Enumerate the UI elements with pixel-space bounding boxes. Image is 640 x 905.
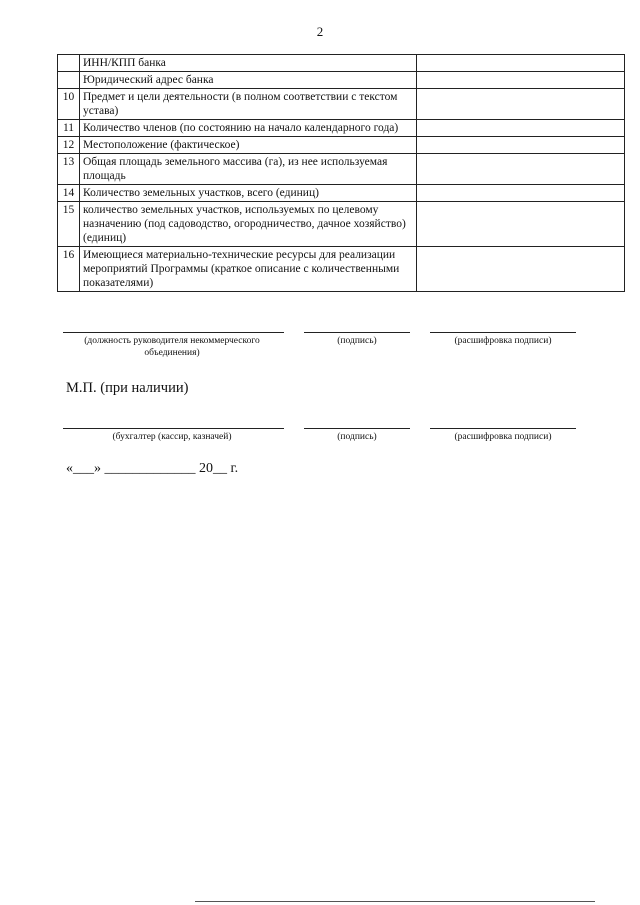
position-caption: (должность руководителя некоммерческого объединения): [84, 336, 260, 358]
row-number: 13: [58, 154, 80, 185]
decode-line[interactable]: [430, 332, 576, 333]
row-number: 10: [58, 89, 80, 120]
row-number: 12: [58, 137, 80, 154]
decode-caption: (расшифровка подписи): [454, 432, 552, 442]
table-row: [58, 202, 625, 247]
row-label: Количество земельных участков, всего (единиц): [80, 185, 417, 202]
row-number: 15: [58, 202, 80, 247]
organization-info-table: [57, 54, 625, 292]
table-row: [58, 247, 625, 292]
table-row: [58, 154, 625, 185]
position-line[interactable]: [63, 428, 284, 429]
row-number: 14: [58, 185, 80, 202]
row-label: Юридический адрес банка: [80, 72, 417, 89]
row-label: Общая площадь земельного массива (га), из нее используемая площадь: [80, 154, 417, 185]
row-value-cell[interactable]: [417, 55, 625, 72]
table-row: [58, 120, 625, 137]
page-bottom-rule: [195, 901, 595, 902]
position-line[interactable]: [63, 332, 284, 333]
page-number: 2: [316, 24, 324, 39]
row-value-cell[interactable]: [417, 120, 625, 137]
table-row: [58, 185, 625, 202]
signature-caption: (подпись): [337, 432, 377, 442]
row-label: количество земельных участков, используемых по целевому назначению (под садоводство, огородничество, дачное хозяйство) (единиц): [80, 202, 417, 247]
signature-line[interactable]: [304, 428, 410, 429]
signature-caption: (подпись): [337, 336, 377, 346]
table-row: [58, 137, 625, 154]
signature-line[interactable]: [304, 332, 410, 333]
row-value-cell[interactable]: [417, 137, 625, 154]
row-value-cell[interactable]: [417, 247, 625, 292]
decode-line[interactable]: [430, 428, 576, 429]
row-value-cell[interactable]: [417, 154, 625, 185]
row-label: Предмет и цели деятельности (в полном соответствии с текстом устава): [80, 89, 417, 120]
head-signature-block: [0, 332, 640, 372]
row-number: [58, 72, 80, 89]
table-row: [58, 55, 625, 72]
position-caption: (бухгалтер (кассир, казначей): [112, 432, 232, 442]
row-label: ИНН/КПП банка: [80, 55, 417, 72]
row-value-cell[interactable]: [417, 185, 625, 202]
row-label: Имеющиеся материально-технические ресурсы для реализации мероприятий Программы (краткое описание с количественными показателями): [80, 247, 417, 292]
decode-caption: (расшифровка подписи): [454, 336, 552, 346]
row-value-cell[interactable]: [417, 72, 625, 89]
row-number: [58, 55, 80, 72]
row-value-cell[interactable]: [417, 89, 625, 120]
row-value-cell[interactable]: [417, 202, 625, 247]
row-label: Количество членов (по состоянию на начало календарного года): [80, 120, 417, 137]
table-row: [58, 72, 625, 89]
table-row: [58, 89, 625, 120]
row-label: Местоположение (фактическое): [80, 137, 417, 154]
stamp-note: М.П. (при наличии): [66, 380, 189, 396]
row-number: 11: [58, 120, 80, 137]
row-number: 16: [58, 247, 80, 292]
date-line[interactable]: «___» _____________ 20__ г.: [66, 461, 239, 476]
